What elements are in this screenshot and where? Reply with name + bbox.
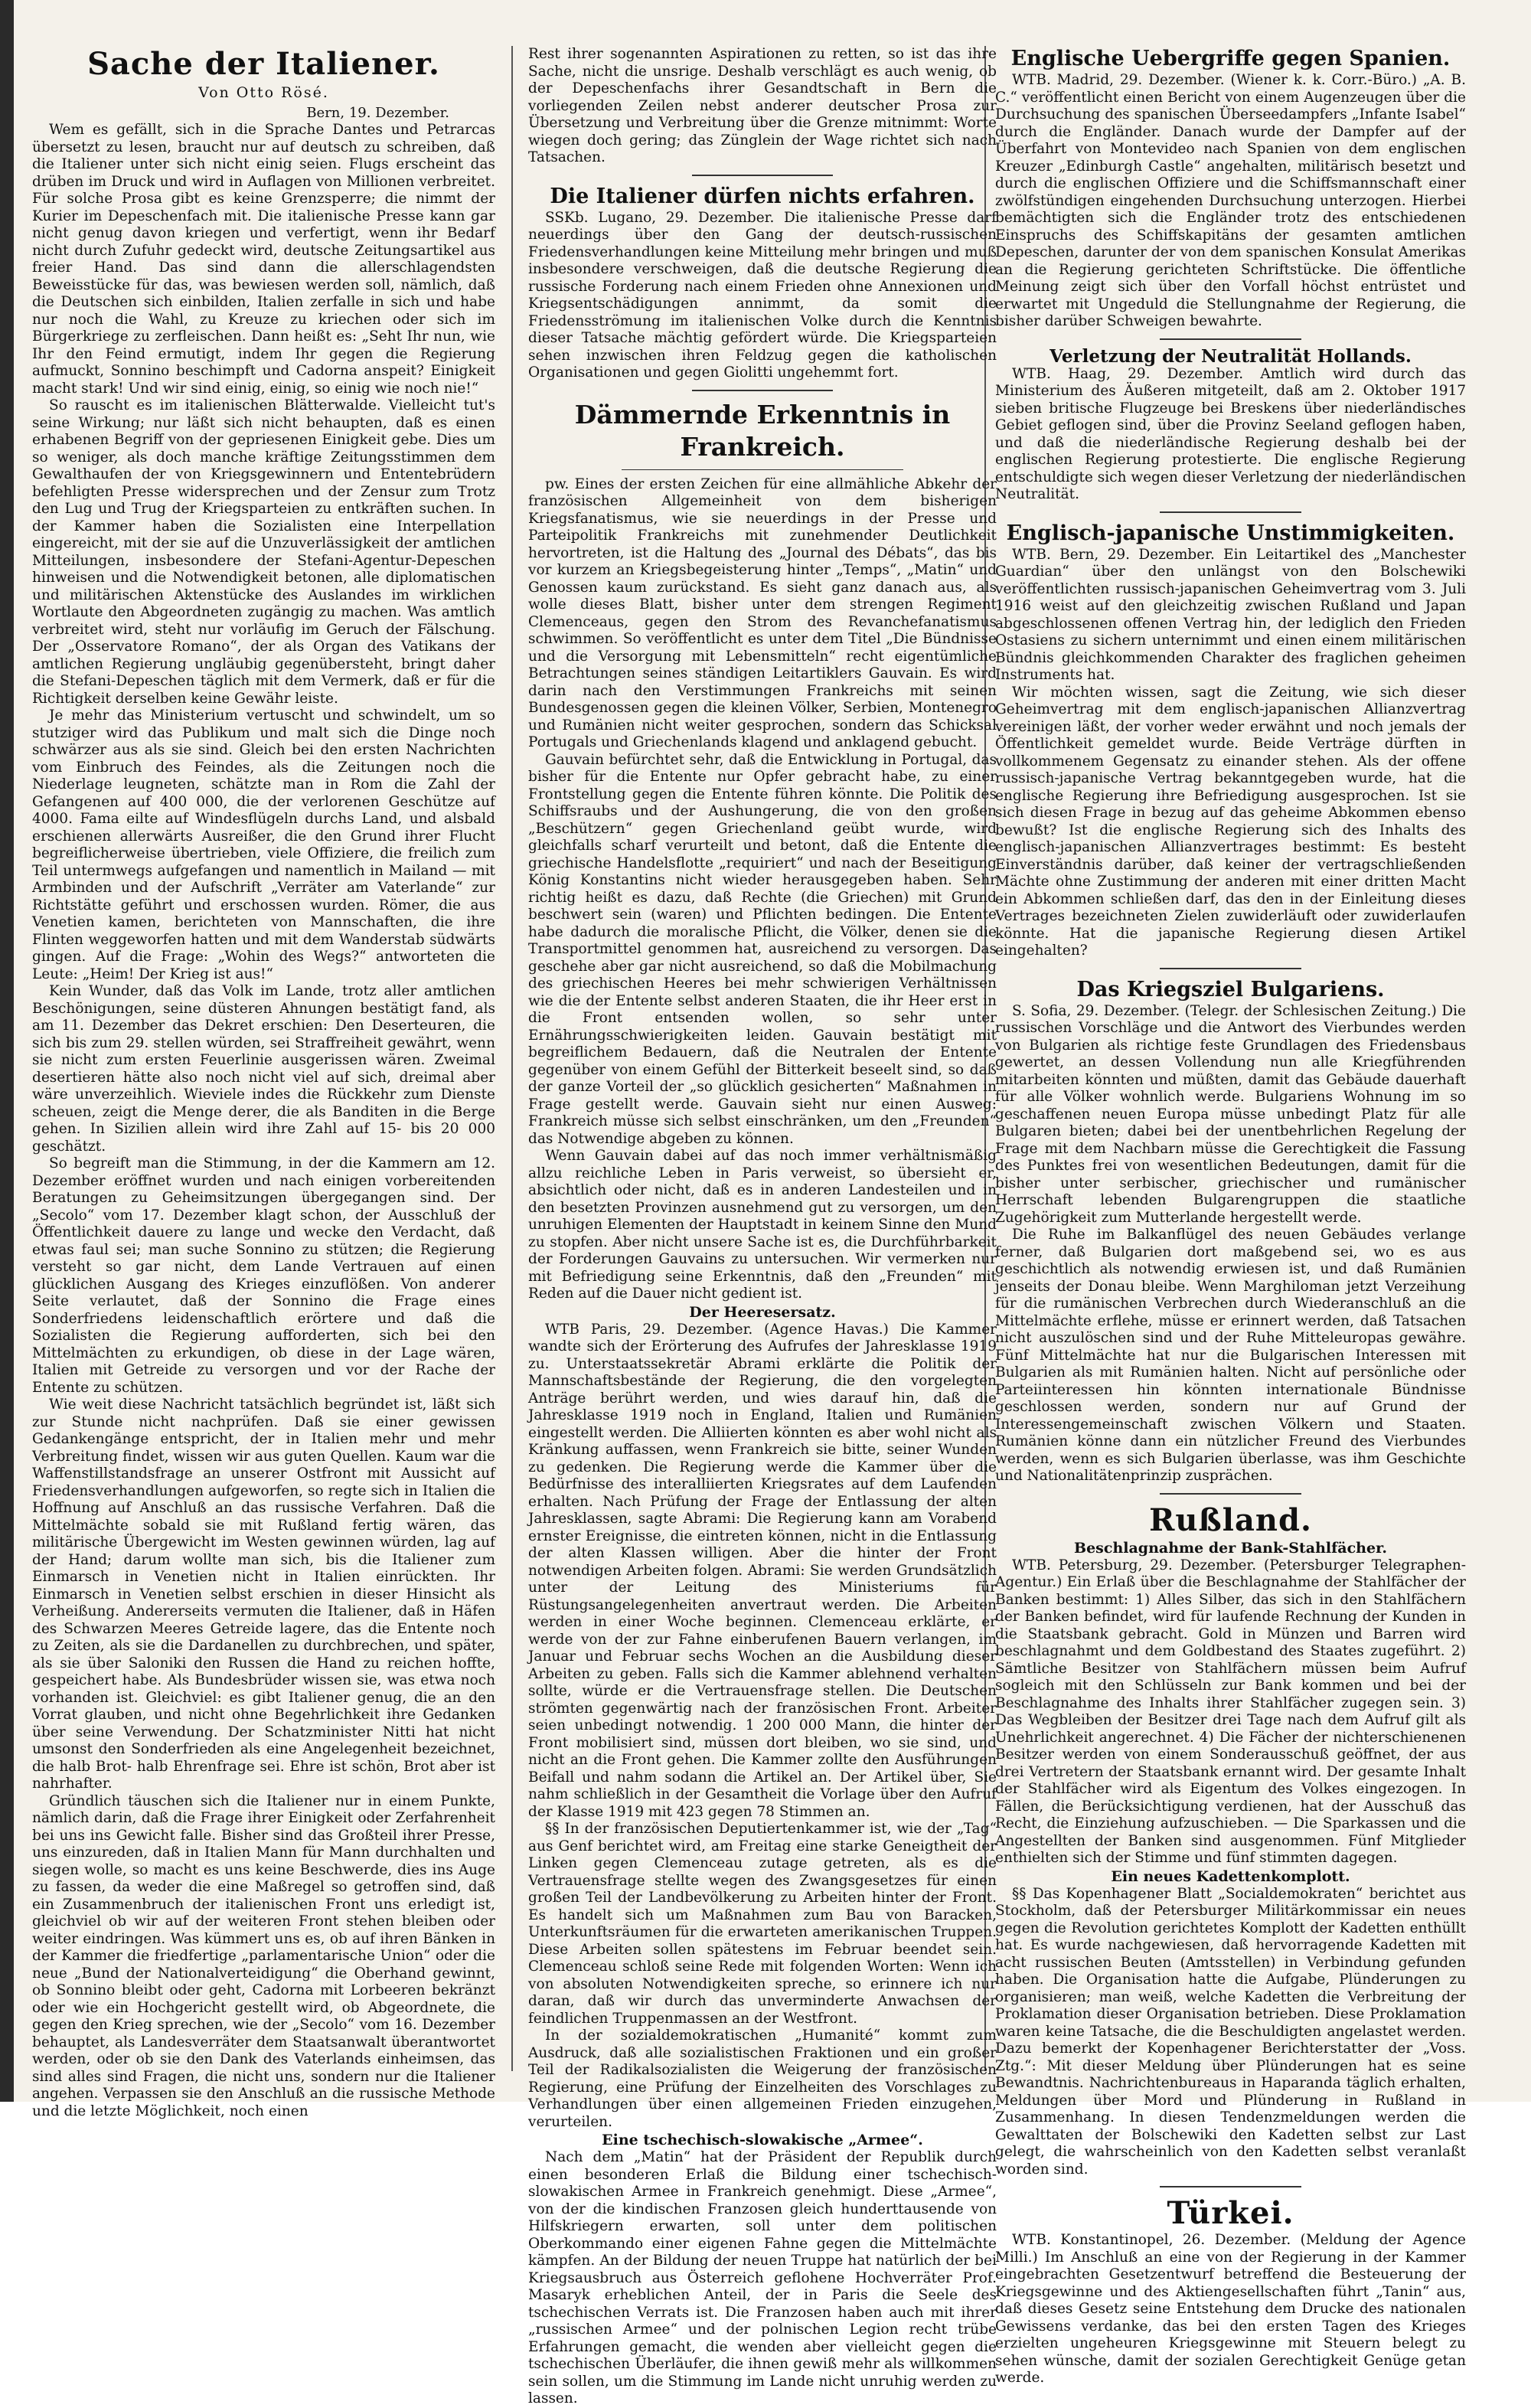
article-paragraph: Nach dem „Matin“ hat der Präsident der Republik durch einen besonderen Erlaß die Bildung einer tschechisch-slowakischen Armee in Frankreich genehmigt. Diese „Armee“, von der die kindischen Franzosen gleich hunderttausende von Hilfskriegern erwarten, soll unter dem politischen Oberkommando einer eigenen Fahne gegen die Mittelmächte kämpfen. An der Bildung der neuen Truppe hat natürlich der bei Kriegsausbruch aus Österreich geflohene Hochverräter Prof. Masaryk erheblichen Anteil, der in Paris die Seele des tschechischen Verrats ist. Die Franzosen haben auch mit ihrer „russischen Armee“ und der polnischen Legion recht trübe Erfahrungen gemacht, die wenden aber vielleicht gegen die tschechischen Überläufer, die ihnen gewiß mehr als willkommen sein sollen, um die Stimmung im Lande nicht unruhig werden zu lassen. xyxy=(528,2149,997,2406)
subsection-title: Eine tschechisch-slowakische „Armee“. xyxy=(602,2132,923,2148)
section-title: Dämmernde Erkenntnis in Frankreich. xyxy=(574,399,951,462)
section-title: Das Kriegsziel Bulgariens. xyxy=(1076,977,1385,1001)
article-paragraph: S. Sofia, 29. Dezember. (Telegr. der Schlesischen Zeitung.) Die russischen Vorschläge und die Antwort des Vierbundes werden von Bulgarien als richtige feste Grundlagen des Friedensbaus gewertet, an dessen Vollendung nun alle Kriegführenden mitarbeiten könnten und müßten, damit das Gebäude dauerhaft für alle Völker wohnlich werde. Bulgariens Wohnung im so geschaffenen neuen Europa müsse unbedingt Platz für alle Bulgaren bieten; dabei bei der unentbehrlichen Regelung der Frage mit dem Nachbarn müsse die Gerechtigkeit die Fassung des Punktes frei von wesentlichen Bedeutungen, damit für die bisher unter serbischer, griechischer und rumänischer Herrschaft lebenden Bulgarengruppen die staatliche Zugehörigkeit zum Mutterlande hergestellt werde. xyxy=(995,1002,1466,1226)
section-divider xyxy=(692,390,833,391)
article-title: Sache der Italiener. xyxy=(87,46,440,82)
article-paragraph: pw. Eines der ersten Zeichen für eine allmähliche Abkehr der französischen Allgemeinheit von dem bisherigen Kriegsfanatismus, wie sie neuerdings in der Presse und Parteipolitik Frankreichs mit zunehmender Deutlichkeit hervortreten, ist die Haltung des „Journal des Débats“, das bis vor kurzem an Kriegsbegeisterung hinter „Temps“, „Matin“ und Genossen kaum zurückstand. Es sieht ganz danach aus, als wolle dieses Blatt, bisher unter dem strengen Regiment Clemenceaus, gegen den Strom des Revanchefanatismus schwimmen. So veröffentlicht es unter dem Titel „Die Bündnisse und die Versorgung mit Lebensmitteln“ recht eigentümliche Betrachtungen seines ständigen Leitartiklers Gauvain. Es wird darin nach den Verstimmungen Frankreichs mit seinen Bundesgenossen gegen die kleinen Völker, Serbien, Montenegro und Rumänien nicht weiter gesprochen, sondern das Schicksal Portugals und Griechenlands klagend und anklagend gebucht. xyxy=(528,475,997,750)
article-paragraph: Die Ruhe im Balkanflügel des neuen Gebäudes verlange ferner, daß Bulgarien dort maßgebend sei, wo es aus geschichtlich als notwendig erwiesen ist, und daß Rumänien jenseits der Donau bleibe. Wenn Marghiloman jetzt Verzeihung für die rumänischen Verbrechen durch Wiederanschluß an die Mittelmächte erflehe, müsse er erinnert werden, daß Tatsachen nicht auszulöschen sind und der Ruhe Mitteleuropas gewähre. Fünf Mittelmächte hat nur die Bulgarischen Interessen mit Bulgarien als mit Rumänien halten. Nicht auf persönliche oder Parteiinteressen hin könnten internationale Bündnisse geschlossen werden, sondern nur auf Grund der Interessengemeinschaft zwischen Völkern und Staaten. Rumänien könne dann ein nützlicher Freund des Vierbundes werden, wenn es sich Bulgarien überlasse, was ihm Geschichte und Nationalitätenprinzip zusprächen. xyxy=(995,1227,1466,1484)
article-paragraph: Gründlich täuschen sich die Italiener nur in einem Punkte, nämlich darin, daß die Frage ihrer Einigkeit oder Zerfahrenheit bei uns ins Gewicht falle. Bisher sind das Großteil ihrer Presse, uns einzureden, daß in Italien Mann für Mann durchhalten und siegen wolle, so macht es uns keine Beschwerde, dies ins Auge zu fassen, da weder die eine Maßregel so getroffen sind, daß ein Zusammenbruch der italienischen Front uns erledigt ist, gleichviel ob wir auf der weiteren Front stehen bleiben oder weiter eindringen. Was kümmert uns es, ob auf ihren Bänken in der Kammer die friedfertige „parlamentarische Union“ oder die neue „Bund der Nationalverteidigung“ die Oberhand gewinnt, ob Sonnino bleibt oder geht, Cadorna mit Lorbeeren bekränzt oder wie ein Hochgericht gestellt wird, ob Abgeordnete, die gegen den Krieg sprechen, wie der „Secolo“ vom 16. Dezember behauptet, als Landesverräter dem Staatsanwalt überantwortet werden, oder ob sie den Dank des Vaterlands einheimsen, das sind alles sind Fragen, die nicht uns, sondern nur die Italiener angehen. Verpassen sie den Anschluß an die russische Methode und die letzte Möglichkeit, noch einen xyxy=(32,1792,495,2119)
column-middle xyxy=(528,46,997,2406)
article-paragraph: §§ In der französischen Deputiertenkammer ist, wie der „Tag“ aus Genf berichtet wird, am Freitag eine starke Geneigtheit der Linken gegen Clemenceau zutage getreten, als es die Vertrauensfrage stellte wegen des Zwangsgesetzes für einen großen Teil der Landbevölkerung zu Arbeiten hinter der Front. Es handelt sich um Maßnahmen zum Bau von Baracken, Unterkunftsräumen für die erwarteten amerikanischen Truppen. Diese Arbeiten sollen spätestens im Februar beendet sein. Clemenceau schloß seine Rede mit folgenden Worten: Wenn ich von absoluten Notwendigkeiten spreche, so erinnere ich nur daran, daß wir durch das unverminderte Anwachsen der feindlichen Truppenmassen an der Westfront. xyxy=(528,1821,997,2027)
article-paragraph: Wenn Gauvain dabei auf das noch immer verhältnismäßig allzu reichliche Leben in Paris verweist, so übersieht er, absichtlich oder nicht, daß es in anderen Landesteilen und in den besetzten Provinzen ausnehmend gut zu versorgen, um den unruhigen Elementen der Hauptstadt in keinem Sinne den Mund zu stopfen. Aber nicht unsere Sache ist es, die Durchführbarkeit der Forderungen Gauvains zu untersuchen. Wir vermerken nur mit Befriedigung seine Erkenntnis, daß den „Freunden“ mit Reden auf die Dauer nicht gedient ist. xyxy=(528,1148,997,1302)
article-paragraph: WTB. Petersburg, 29. Dezember. (Petersburger Telegraphen-Agentur.) Ein Erlaß über die Beschlagnahme der Stahlfächer der Banken bestimmt: 1) Alles Silber, das sich in den Stahlfächern der Banken befindet, wird für laufende Rechnung der Kunden in die Staatsbank gebracht. Gold in Münzen und Barren wird beschlagnahmt und dem Goldbestand des Staates zugeführt. 2) Sämtliche Besitzer von Stahlfächern müssen beim Aufruf sogleich mit den Schlüsseln zur Bank kommen und bei der Beschlagnahme des Inhalts ihrer Stahlfächer zugegen sein. 3) Das Wegbleiben der Besitzer drei Tage nach dem Aufruf gilt als Unehrlichkeit angerechnet. 4) Die Fächer der nichterschienenen Besitzer werden von einem Sonderausschuß geöffnet, der aus drei Vertretern der Staatsbank ernannt wird. Der gesamte Inhalt der Stahlfächer wird als Eigentum des Volkes eingezogen. In Fällen, die Berücksichtigung verdienen, hat der Ausschuß das Recht, die Einziehung aufzuschieben. — Die Sparkassen und die Angestellten der Banken sind ausgenommen. Fünf Mitglieder enthielten sich der Stimme und fünf stimmten dagegen. xyxy=(995,1557,1466,1866)
section-divider xyxy=(1160,1493,1301,1495)
article-paragraph: WTB. Haag, 29. Dezember. Amtlich wird durch das Ministerium des Äußeren mitgeteilt, daß am 2. Oktober 1917 sieben britische Flugzeuge bei Breskens über niederländisches Gebiet geflogen sind, über die Provinz Seeland geflogen haben, und daß die niederländische Regierung deshalb bei der englischen Regierung protestierte. Die englische Regierung entschuldigte sich wegen dieser Verletzung der niederländischen Neutralität. xyxy=(995,365,1466,502)
article-paragraph: WTB Paris, 29. Dezember. (Agence Havas.) Die Kammer wandte sich der Erörterung des Aufrufes der Jahresklasse 1919 zu. Unterstaatssekretär Abrami erklärte die Politik der Mannschaftsbestände der Regierung, die den vorgelegten Anträge berührt werden, und wies darauf hin, daß die Jahresklasse 1919 noch in England, Italien und Rumänien eingestellt werden. Die Alliierten könnten es aber wohl nicht als Kränkung auffassen, wenn Frankreich sie bitte, seiner Wunden zu gedenken. Die Regierung werde die Kammer über die Bedürfnisse des interalliierten Kriegsrates auf dem Laufenden erhalten. Nach Prüfung der Frage der Entlassung der alten Jahresklassen, sagte Abrami: Die Regierung kann am Vorabend ernster Ereignisse, die eintreten können, nicht in die Entlassung der alten Klassen willigen. Aber die hinter der Front notwendigen Arbeiten folgen. Abrami: Sie werden Grundsätzlich unter der Leitung des Ministeriums für Rüstungsangelegenheiten anvertraut werden. Die Arbeiten werden in einer Woche beginnen. Clemenceau erklärte, er werde von der zur Fahne einberufenen Bauern verlangen, im Januar und Februar sechs Wochen an die Ausbildung dieser Arbeiten zu geben. Falls sich die Kammer ablehnend verhalten sollte, würde er die Vertrauensfrage stellen. Die Deutschen strömten gegenwärtig nach der französischen Front. Arbeiter seien unbedingt notwendig. 1 200 000 Mann, die hinter der Front mobilisiert sind, müssen dort bleiben, wo sie sind, und nicht an die Front gehen. Die Kammer zollte den Ausführungen Beifall und nahm sodann die Artikel an. Der Artikel über, Sie nahm schließlich in der Gesamtheit die Vorlage über den Aufruf der Klasse 1919 mit 423 gegen 78 Stimmen an. xyxy=(528,1321,997,1820)
section-divider xyxy=(692,175,833,176)
subsection-title: Ein neues Kadettenkomplott. xyxy=(1111,1867,1350,1885)
article-paragraph: So rauscht es im italienischen Blätterwalde. Vielleicht tut's seine Wirkung; nur läßt sich nicht behaupten, daß es einen erhabenen Begriff von der gepriesenen Einigkeit gebe. Dies um so weniger, als doch manche kräftige Zeitungsstimmen dem Gewalthaufen der von Kriegsgewinnern und Ententebrüdern befehligten Presse widersprechen und der Zensur zum Trotz den Lug und Trug der Kriegsparteien zu entkräften suchen. In der Kammer haben die Sozialisten eine Interpellation eingereicht, mit der sie auf die Unzuverlässigkeit der amtlichen Mitteilungen, insbesondere der Stefani-Agentur-Depeschen hinweisen und die Notwendigkeit betonen, alle diplomatischen und militärischen Aktenstücke des Auslandes im wirklichen Wortlaute den Abgeordneten zugängig zu machen. Was amtlich verbreitet wird, steht nur vorläufig im Geruch der Fälschung. Der „Osservatore Romano“, der als Organ des Vatikans der amtlichen Regierung ungläubig gegenübersteht, bringt daher die Stefani-Depeschen täglich mit dem Vermerk, daß er für die Richtigkeit derselben keine Gewähr leiste. xyxy=(32,397,495,707)
article-paragraph: Gauvain befürchtet sehr, daß die Entwicklung in Portugal, das bisher für die Entente nur Opfer gebracht habe, zu einer Frontstellung gegen die Entente führen könnte. Die Politik des Schiffsraubs und der Aushungerung, die von den großen „Beschützern“ gegen Griechenland geübt wurde, wird gleichfalls scharf verurteilt und betont, daß die Entente die griechische Handelsflotte „requiriert“ und nach der Beseitigung König Konstantins nicht wieder herausgegeben haben. Sehr richtig heißt es dazu, daß Rechte (die Griechen) mit Grund beschwert sein (waren) und Pflichten bedingen. Die Entente habe dadurch die moralische Pflicht, die Völker, denen sie die Transportmittel genommen hat, ausreichend zu versorgen. Das geschehe aber gar nicht ausreichend, so daß die Mobilmachung des griechischen Heeres bei mehr schwierigen Verhältnissen wie die der Entente selbst anderen Staaten, die ihr Heer erst in die Front entsenden wollen, so sehr unter Ernährungsschwierigkeiten leiden. Gauvain bestätigt mit begreiflichem Bedauern, daß die Neutralen der Entente gegenüber von einem Gefühl der Bitterkeit beseelt sind, so daß der ganze Vorteil der „so glücklich gesicherten“ Maßnahmen in Frage gestellt werde. Gauvain sieht nur einen Ausweg: Frankreich müsse sich selbst einschränken, um den „Freunden“ das Notwendige abgeben zu können. xyxy=(528,751,997,1147)
article-paragraph: WTB. Madrid, 29. Dezember. (Wiener k. k. Corr.-Büro.) „A. B. C.“ veröffentlicht einen Bericht von einem Augenzeugen über die Durchsuchung des spanischen Überseedampfers „Infante Isabel“ durch die Engländer. Danach wurde der Dampfer auf der Überfahrt von Montevideo nach Spanien von dem englischen Kreuzer „Edinburgh Castle“ angehalten, militärisch besetzt und durch die englischen Offiziere und die Schiffsmannschaft einer zwölfstündigen eingehenden Durchsuchung unterzogen. Hierbei bemächtigten sich die Engländer trotz des entschiedenen Einspruchs des Schiffskapitäns der gesamten amtlichen Depeschen, darunter der von dem spanischen Konsulat Amerikas an die Regierung gerichteten Schriftstücke. Die öffentliche Meinung zeigt sich über den Vorfall höchst entrüstet und erwartet mit Ungeduld die Stellungnahme der Regierung, die bisher darüber Schweigen bewahrte. xyxy=(995,72,1466,329)
section-divider xyxy=(622,469,903,470)
section-title: Die Italiener dürfen nichts erfahren. xyxy=(550,184,975,208)
section-title: Englisch-japanische Unstimmigkeiten. xyxy=(1006,521,1455,545)
column-rule xyxy=(511,46,513,2071)
section-title: Türkei. xyxy=(1167,2195,1294,2231)
article-paragraph: Wir möchten wissen, sagt die Zeitung, wie sich dieser Geheimvertrag mit dem englisch-japanischen Allianzvertrag vereinigen läßt, der vorher weder erwähnt und noch jemals der Öffentlichkeit gemeldet wurde. Beide Verträge dürften in vollkommenem Gegensatz zu einander stehen. Als der offene russisch-japanische Vertrag bekanntgegeben wurde, hat die englische Regierung ihre Befriedigung ausgesprochen. Ist sie sich diesen Frage in bezug auf das geheime Abkommen ebenso bewußt? Ist die englische Regierung sich des Inhalts des englisch-japanischen Allianzvertrages bestimmt: Es besteht Einverständnis darüber, daß keiner der vertragschließenden Mächte ohne Zustimmung der anderen mit einer dritten Macht ein Abkommen schließen darf, das den in der Einleitung dieses Vertrages bezeichneten Zielen zuwiderläuft oder zuwiderlaufen könnte. Hat die japanische Regierung diesen Artikel eingehalten? xyxy=(995,684,1466,959)
article-paragraph: Wem es gefällt, sich in die Sprache Dantes und Petrarcas übersetzt zu lesen, braucht nur auf deutsch zu schreiben, daß die Italiener unter sich nicht einig seien. Flugs erscheint das drüben im Druck und wird in Auflagen von Millionen verbreitet. Für solche Prosa gibt es keine Grenzsperre; die nimmt der Kurier im Depeschenfach mit. Die italienische Presse kann gar nicht genug davon kriegen und verfertigt, wenn ihr Bedarf nicht durch Zufuhr gedeckt wird, deutsche Zeitungsartikel aus freier Hand. Das sind dann die allerschlagendsten Beweisstücke für das, was bewiesen werden soll, nämlich, daß die Deutschen sich einbilden, Italien zerfalle in sich und habe nur noch die Wahl, zu Kreuze zu kriechen oder sich im Bürgerkriege zu zerfleischen. Dann heißt es: „Seht Ihr nun, wie Ihr den Feind ermutigt, indem Ihr gegen die Regierung aufmuckt, Sonnino beschimpft und Cadorna anspeit? Einigkeit macht stark! Und wir sind einig, einig, so einig wie noch nie!“ xyxy=(32,122,495,397)
article-dateline: Bern, 19. Dezember. xyxy=(306,104,449,121)
section-divider xyxy=(1160,511,1301,513)
article-paragraph: Wie weit diese Nachricht tatsächlich begründet ist, läßt sich zur Stunde nicht nachprüfen. Daß sie einer gewissen Gedankengänge entspricht, der in Italien mehr und mehr Verbreitung findet, wissen wir aus guten Quellen. Kaum war die Waffenstillstandsfrage an unserer Ostfront mit Aussicht auf Friedensverhandlungen aufgeworfen, so regte sich in Italien die Hoffnung auf Anschluß an das russische Verfahren. Daß die Mittelmächte sobald sie mit Rußland fertig wären, das militärische Übergewicht im Westen gewinnen würden, lag auf der Hand; darum wollte man sich, bis die Italiener zum Einmarsch in Venetien nicht in Italien einrückten. Ihr Einmarsch in Venetien selbst erschien in dieser Hinsicht als Verheißung. Andererseits vermuten die Italiener, daß in Häfen des Schwarzen Meeres Getreide lagere, das die Entente noch zu Zeiten, als sie die Dardanellen zu durchbrechen, und später, als sie über Saloniki den Russen die Hand zu reichen hoffte, gespeichert habe. Als Bundesbrüder wissen sie, was etwa noch vorhanden ist. Gleichviel: es gibt Italiener genug, die an den Vorrat glauben, und nicht ohne Begehrlichkeit ihre Gedanken über seine Verwendung. Der Schatzminister Nitti hat nicht umsonst den Sonderfrieden als eine Angelegenheit bezeichnet, die halb Brot- halb Ehrenfrage sei. Ehre ist schön, Brot aber ist nahrhafter. xyxy=(32,1397,495,1792)
column-left xyxy=(32,46,495,2119)
article-paragraph: WTB. Konstantinopel, 26. Dezember. (Meldung der Agence Milli.) Im Anschluß an eine von der Regierung in der Kammer eingebrachten Gesetzentwurf betreffend die Besteuerung der Kriegsgewinne und des Aktiengesellschaften führt „Tanin“ aus, daß dieses Gesetz seine Entstehung dem Drucke des nationalen Gewissens verdanke, das bei den ersten Tagen des Krieges erzielten ungeheuren Kriegsgewinne mit Steuern belegt zu sehen wünsche, damit der sozialen Gerechtigkeit Genüge getan werde. xyxy=(995,2232,1466,2386)
article-paragraph: WTB. Bern, 29. Dezember. Ein Leitartikel des „Manchester Guardian“ über den unlängst von den Bolschewiki veröffentlichten russisch-japanischen Geheimvertrag vom 3. Juli 1916 weist auf den gleichzeitig zwischen Rußland und Japan abgeschlossenen offenen Vertrag hin, der lediglich den Frieden Ostasiens zu sichern unternimmt und einen einem militärischen Bündnis gleichkommenden Charakter des fraglichen geheimen Instruments hat. xyxy=(995,546,1466,683)
article-paragraph: §§ Das Kopenhagener Blatt „Socialdemokraten“ berichtet aus Stockholm, daß der Petersburger Militärkommissar ein neues gegen die Revolution gerichtetes Komplott der Kadetten enthüllt hat. Es wurde nachgewiesen, daß hervorragende Kadetten mit acht russischen Beuten (Amtsstellen) in Verbindung gefunden haben. Die Organisation hatte die Aufgabe, Plünderungen zu organisieren; man weiß, welche Kadetten die Verbreitung der Proklamation dieser Organisation betrieben. Diese Proklamation waren keine Tatsache, die die Beschuldigten angelastet werden. Dazu bemerkt der Kopenhagener Berichterstatter der „Voss. Ztg.“: Mit dieser Meldung über Plünderungen hat es seine Bewandtnis. Nachrichtenbureaus in Haparanda täglich erhalten, Meldungen über Mord und Plünderung in Rußland in Zusammenhang. In diesen Tendenzmeldungen werden die Gewalttaten der Bolschewiki den Kadetten selbst zur Last gelegt, die wahrscheinlich von den Kadetten selbst veranlaßt worden sind. xyxy=(995,1885,1466,2178)
column-right xyxy=(995,46,1466,2386)
section-title: Verletzung der Neutralität Hollands. xyxy=(1050,345,1412,367)
article-byline: Von Otto Rösé. xyxy=(198,84,329,101)
article-paragraph: Kein Wunder, daß das Volk im Lande, trotz aller amtlichen Beschönigungen, seine düsteren Ahnungen bestätigt fand, als am 11. Dezember das Dekret erschien: Den Deserteuren, die sich bis zum 29. stellen würden, sei Straffreiheit gewährt, wenn sie nicht zum ersten Feuerlinie ausgerissen wären. Zweimal desertieren hätte also noch nicht viel auf sich, dreimal aber wäre unverzeihlich. Wieviele indes die Rückkehr zum Dienste scheuen, zeigt die Menge derer, die als Banditen in die Berge gehen. In Sizilien allein wird ihre Zahl auf 15- bis 20 000 geschätzt. xyxy=(32,983,495,1155)
section-divider xyxy=(1160,968,1301,969)
article-paragraph: Je mehr das Ministerium vertuscht und schwindelt, um so stutziger wird das Publikum und malt sich die Dinge noch schwärzer aus als sie sind. Gleich bei den ersten Nachrichten vom Einbruch des Feindes, als die Zeitungen noch die Niederlage leugneten, schätzte man in Rom die Zahl der Gefangenen auf 400 000, die der verlorenen Geschütze auf 4000. Fama eilte auf Windesflügeln durchs Land, und alsbald erschienen allerwärts Ausreißer, die den Grund ihrer Flucht begreiflicherweise übertrieben, viele Offiziere, die freilich zum Teil untermwegs aufgefangen und namentlich in Mailand — mit Armbinden und der Aufschrift „Verräter am Vaterlande“ zur Richtstätte geführt und erschossen wurden. Römer, die aus Venetien kamen, berichteten von Mannschaften, die ihre Flinten weggeworfen hatten und mit dem Wanderstab südwärts gingen. Auf die Frage: „Wohin des Wegs?“ antworteten die Leute: „Heim! Der Krieg ist aus!“ xyxy=(32,707,495,982)
section-title: Rußland. xyxy=(1149,1501,1312,1538)
article-paragraph: In der sozialdemokratischen „Humanité“ kommt zum Ausdruck, daß alle sozialistischen Fraktionen und ein großer Teil der Radikalsozialisten die Weigerung der französischen Regierung, eine Prüfung der Einzelheiten des Vorschlages zu Verhandlungen über einen allgemeinen Frieden einzugehen, verurteilen. xyxy=(528,2027,997,2130)
article-paragraph: So begreift man die Stimmung, in der die Kammern am 12. Dezember eröffnet wurden und nach einigen vorbereitenden Beratungen zu Geheimsitzungen übergegangen sind. Der „Secolo“ vom 17. Dezember klagt schon, der Ausschluß der Öffentlichkeit dauere zu lange und wecke den Verdacht, daß etwas faul sei; man suche Sonnino zu stützen; die Regierung versteht so gar nicht, dem Lande Vertrauen auf einen glücklichen Ausgang des Krieges einzuflößen. Von anderer Seite verlautet, daß der Sonnino die Frage eines Sonderfriedens leidenschaftlich erörtere und daß die Sozialisten die Regierung aufforderten, sich bei den Mittelmächten zu erkundigen, ob diese in der Lage wären, Italien mit Getreide zu versorgen und vor der Rache der Entente zu schützen. xyxy=(32,1155,495,1396)
page-binding-edge xyxy=(0,0,14,2102)
subsection-title: Der Heeresersatz. xyxy=(689,1303,836,1321)
section-divider xyxy=(1160,338,1301,340)
article-continuation: Rest ihrer sogenannten Aspirationen zu retten, so ist das ihre Sache, nicht die unsrige. Deshalb verschlägt es auch wenig, ob der Depeschenfachs ihrer Gesandtschaft in Bern die vorliegenden Zeilen nebst anderer deutscher Prosa zur Übersetzung und Verbreitung über die Grenze mitnimmt: Worte wiegen doch gering; das Zünglein der Wage richtet sich nach Tatsachen. xyxy=(528,46,997,165)
section-title: Englische Uebergriffe gegen Spanien. xyxy=(1010,47,1451,70)
section-divider xyxy=(1160,2186,1301,2187)
subsection-title: Beschlagnahme der Bank-Stahlfächer. xyxy=(1074,1539,1387,1557)
article-paragraph: SSKb. Lugano, 29. Dezember. Die italienische Presse darf neuerdings über den Gang der deutsch-russischen Friedensverhandlungen keine Mitteilung mehr bringen und muß insbesondere verschweigen, daß die deutsche Regierung die russische Forderung nach einem Frieden ohne Annexionen und Kriegsentschädigungen annimmt, da somit die Friedensströmung im italienischen Volke durch die Kenntnis dieser Tatsache mächtig gefördert würde. Die Kriegsparteien sehen inzwischen ihren Feldzug gegen die katholischen Organisationen und gegen Giolitti ungehemmt fort. xyxy=(528,209,997,381)
